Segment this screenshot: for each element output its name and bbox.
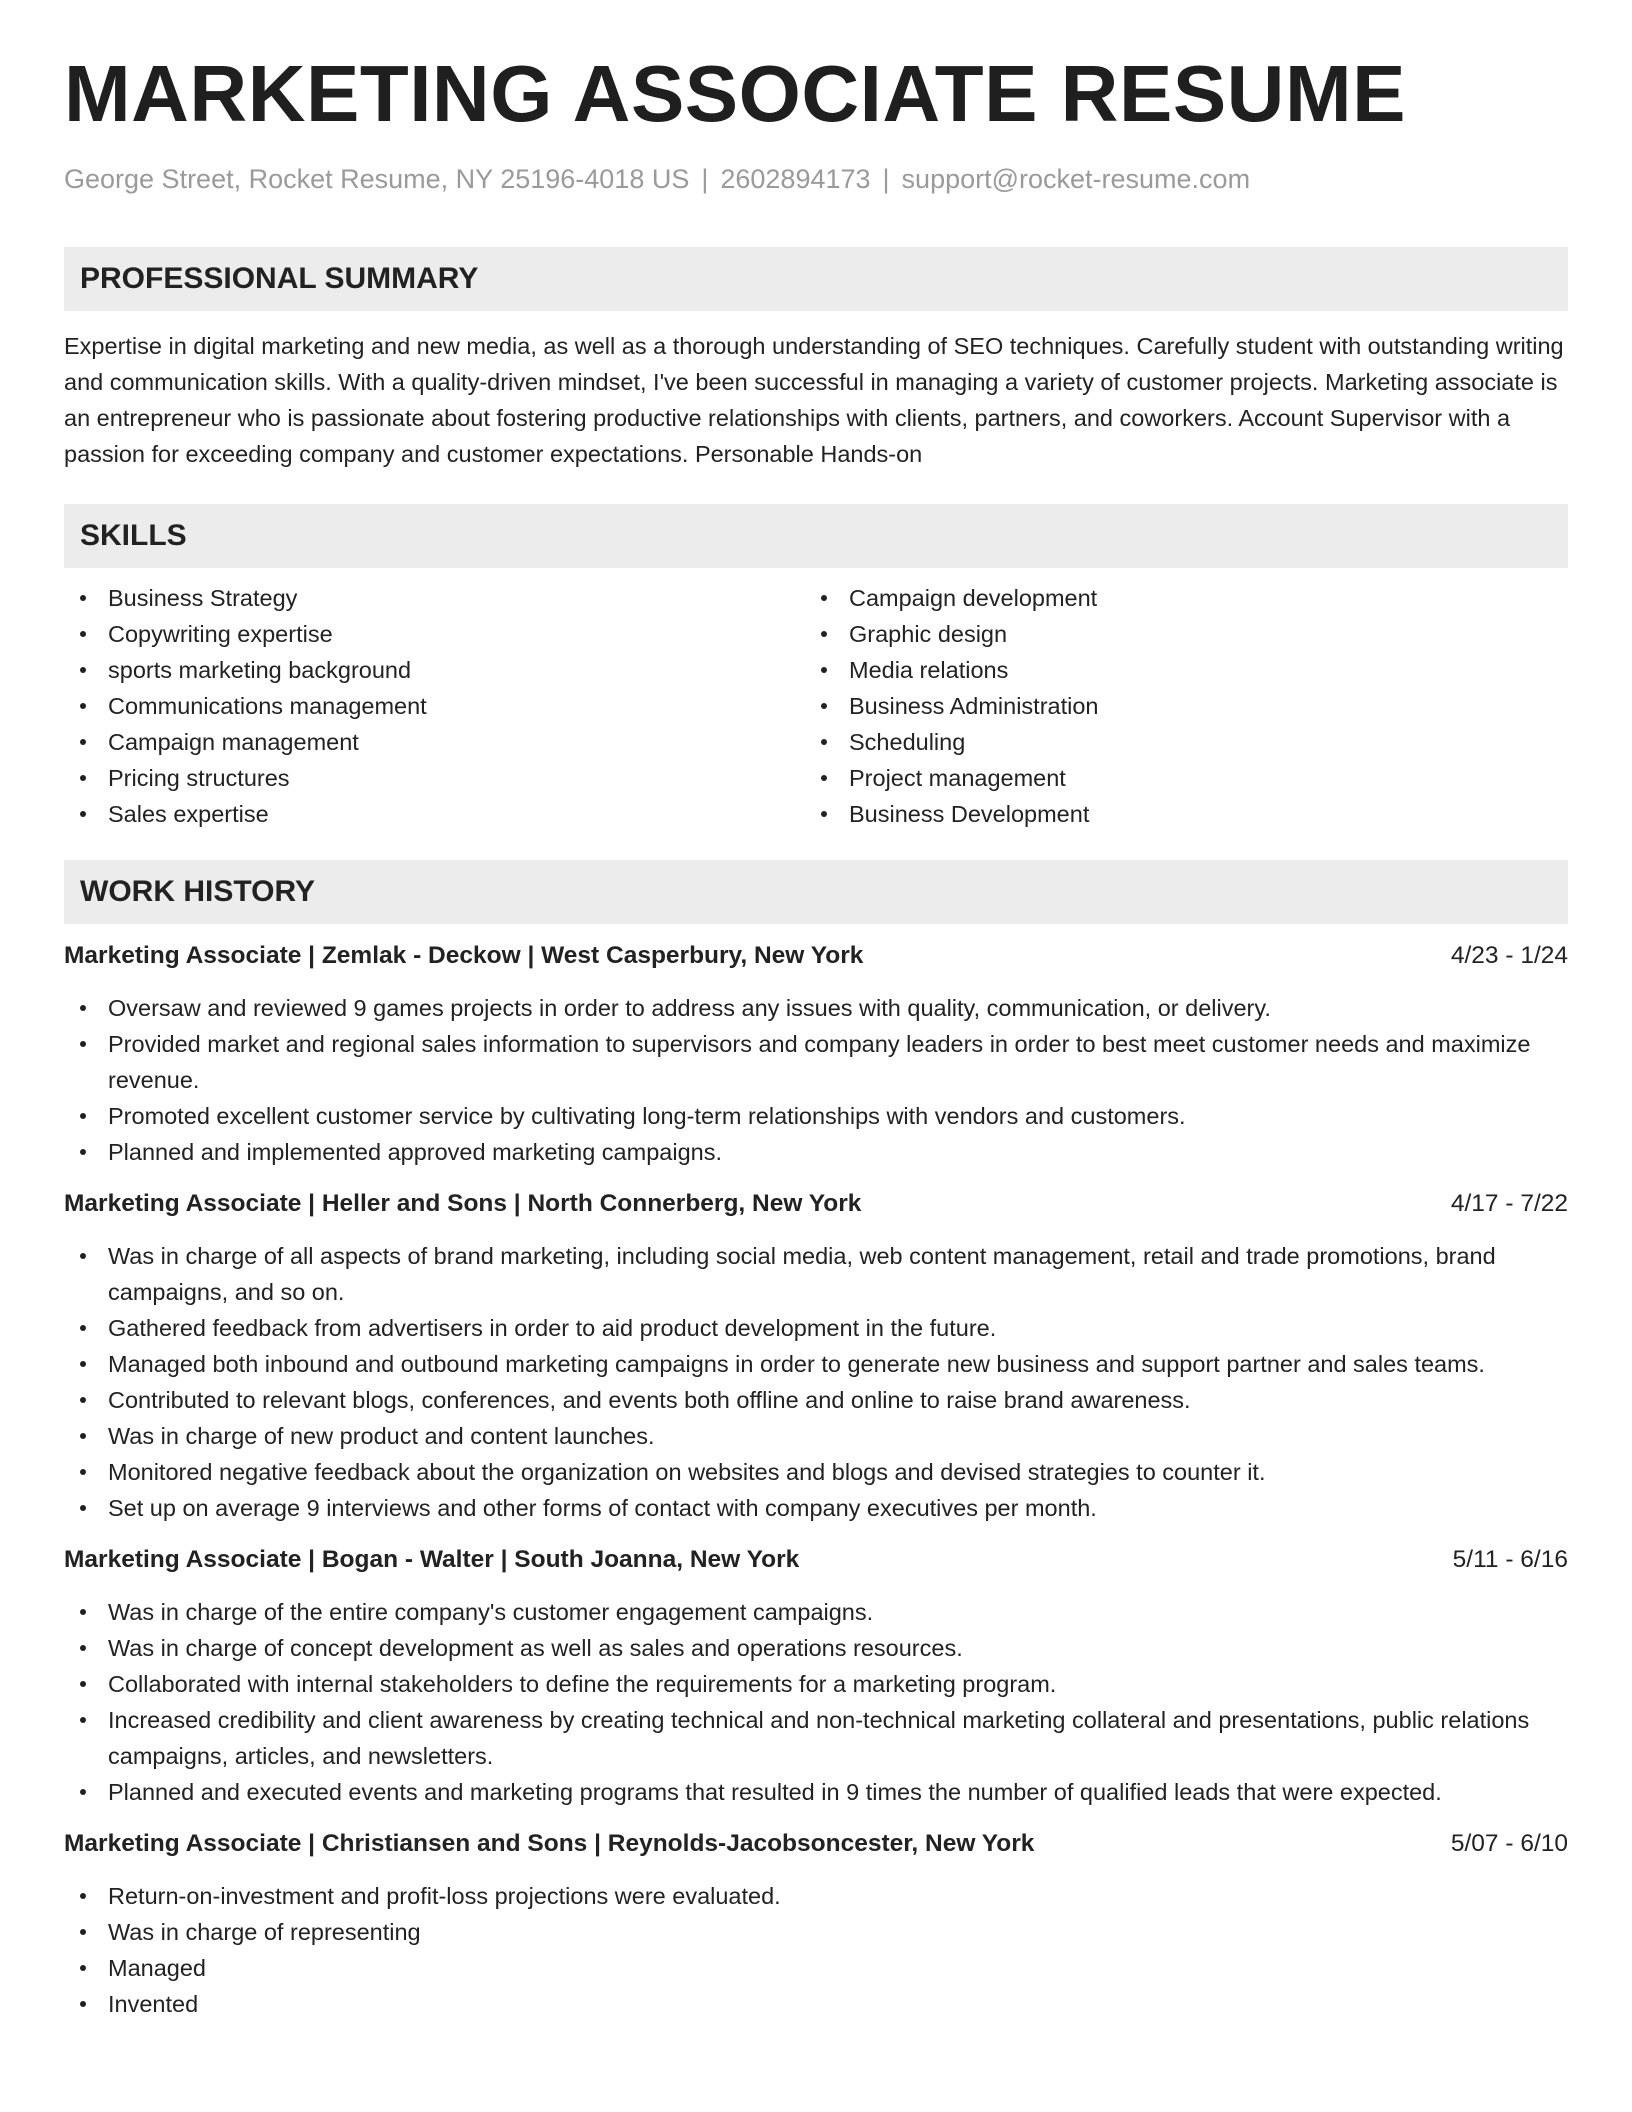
skill-item: Media relations — [805, 652, 1546, 688]
skill-item: Project management — [805, 760, 1546, 796]
job-bullet: Was in charge of concept development as well as sales and operations resources. — [64, 1630, 1568, 1666]
skill-item: Business Administration — [805, 688, 1546, 724]
skill-item: Business Strategy — [64, 580, 805, 616]
job-entry — [64, 1826, 1568, 2022]
contact-email: support@rocket-resume.com — [901, 163, 1251, 194]
skill-item: Pricing structures — [64, 760, 805, 796]
job-dates: 5/07 - 6/10 — [1450, 1830, 1568, 1858]
job-bullet: Oversaw and reviewed 9 games projects in order to address any issues with quality, communication, or delivery. — [64, 990, 1568, 1026]
job-bullet: Provided market and regional sales information to supervisors and company leaders in order to best meet customer needs and maximize revenue. — [64, 1026, 1568, 1098]
job-bullet: Promoted excellent customer service by cultivating long-term relationships with vendors and customers. — [64, 1098, 1568, 1134]
job-bullet: Managed — [64, 1950, 1568, 1986]
job-bullet: Planned and executed events and marketing programs that resulted in 9 times the number of qualified leads that were expected. — [64, 1774, 1568, 1810]
contact-phone: 2602894173 — [720, 163, 871, 194]
job-bullet: Invented — [64, 1986, 1568, 2022]
job-dates: 4/17 - 7/22 — [1450, 1190, 1568, 1218]
job-header — [64, 938, 1568, 974]
job-bullet: Contributed to relevant blogs, conferences, and events both offline and online to raise brand awareness. — [64, 1382, 1568, 1418]
skills-heading: SKILLS — [64, 504, 1568, 568]
job-entry — [64, 938, 1568, 1170]
contact-line — [64, 163, 1568, 195]
skill-item: Business Development — [805, 796, 1546, 832]
skills-column-left — [64, 580, 805, 832]
summary-text: Expertise in digital marketing and new media, as well as a thorough understanding of SEO techniques. Carefully student with outstanding writing and communication skills. With a quality-driven mindset, I've been successful in managing a variety of customer projects. Marketing associate is an entrepreneur who is passionate about fostering productive relationships with clients, partners, and coworkers. Account Supervisor with a passion for exceeding company and customer expectations. Personable Hands-on — [64, 333, 1564, 468]
job-bullet: Increased credibility and client awareness by creating technical and non-technical marketing collateral and presentations, public relations campaigns, articles, and newsletters. — [64, 1702, 1568, 1774]
job-header — [64, 1826, 1568, 1862]
skills-column-right — [805, 580, 1546, 832]
job-bullets — [64, 990, 1568, 1170]
resume-title: MARKETING ASSOCIATE RESUME — [64, 49, 1406, 138]
skills-list — [64, 580, 1568, 832]
job-bullets — [64, 1594, 1568, 1810]
job-bullet: Was in charge of representing — [64, 1914, 1568, 1950]
job-title: Marketing Associate | Zemlak - Deckow | West Casperbury, New York — [64, 942, 864, 970]
skill-item: Copywriting expertise — [64, 616, 805, 652]
job-bullets — [64, 1878, 1568, 2022]
job-title: Marketing Associate | Bogan - Walter | South Joanna, New York — [64, 1546, 800, 1574]
work-history-list — [64, 938, 1568, 2022]
skill-item: Campaign development — [805, 580, 1546, 616]
job-bullet: Set up on average 9 interviews and other forms of contact with company executives per month. — [64, 1490, 1568, 1526]
job-title: Marketing Associate | Christiansen and Sons | Reynolds-Jacobsoncester, New York — [64, 1830, 1035, 1858]
job-bullet: Collaborated with internal stakeholders to define the requirements for a marketing program. — [64, 1666, 1568, 1702]
skill-item: sports marketing background — [64, 652, 805, 688]
job-bullets — [64, 1238, 1568, 1526]
job-title: Marketing Associate | Heller and Sons | North Connerberg, New York — [64, 1190, 862, 1218]
job-bullet: Monitored negative feedback about the organization on websites and blogs and devised strategies to counter it. — [64, 1454, 1568, 1490]
job-bullet: Was in charge of new product and content launches. — [64, 1418, 1568, 1454]
skill-item: Communications management — [64, 688, 805, 724]
job-bullet: Gathered feedback from advertisers in order to aid product development in the future. — [64, 1310, 1568, 1346]
summary-heading: PROFESSIONAL SUMMARY — [64, 247, 1568, 311]
job-bullet: Was in charge of the entire company's customer engagement campaigns. — [64, 1594, 1568, 1630]
job-bullet: Managed both inbound and outbound marketing campaigns in order to generate new business and support partner and sales teams. — [64, 1346, 1568, 1382]
contact-separator: | — [882, 163, 890, 194]
job-entry — [64, 1542, 1568, 1810]
skill-item: Graphic design — [805, 616, 1546, 652]
skill-item: Sales expertise — [64, 796, 805, 832]
job-bullet: Was in charge of all aspects of brand marketing, including social media, web content management, retail and trade promotions, brand campaigns, and so on. — [64, 1238, 1568, 1310]
skill-item: Scheduling — [805, 724, 1546, 760]
job-dates: 5/11 - 6/16 — [1452, 1546, 1568, 1574]
job-bullet: Planned and implemented approved marketing campaigns. — [64, 1134, 1568, 1170]
contact-address: George Street, Rocket Resume, NY 25196-4018 US — [64, 163, 690, 194]
job-bullet: Return-on-investment and profit-loss projections were evaluated. — [64, 1878, 1568, 1914]
work-history-heading: WORK HISTORY — [64, 860, 1568, 924]
job-header — [64, 1186, 1568, 1222]
job-dates: 4/23 - 1/24 — [1450, 942, 1568, 970]
job-header — [64, 1542, 1568, 1578]
skill-item: Campaign management — [64, 724, 805, 760]
contact-separator: | — [701, 163, 709, 194]
job-entry — [64, 1186, 1568, 1526]
